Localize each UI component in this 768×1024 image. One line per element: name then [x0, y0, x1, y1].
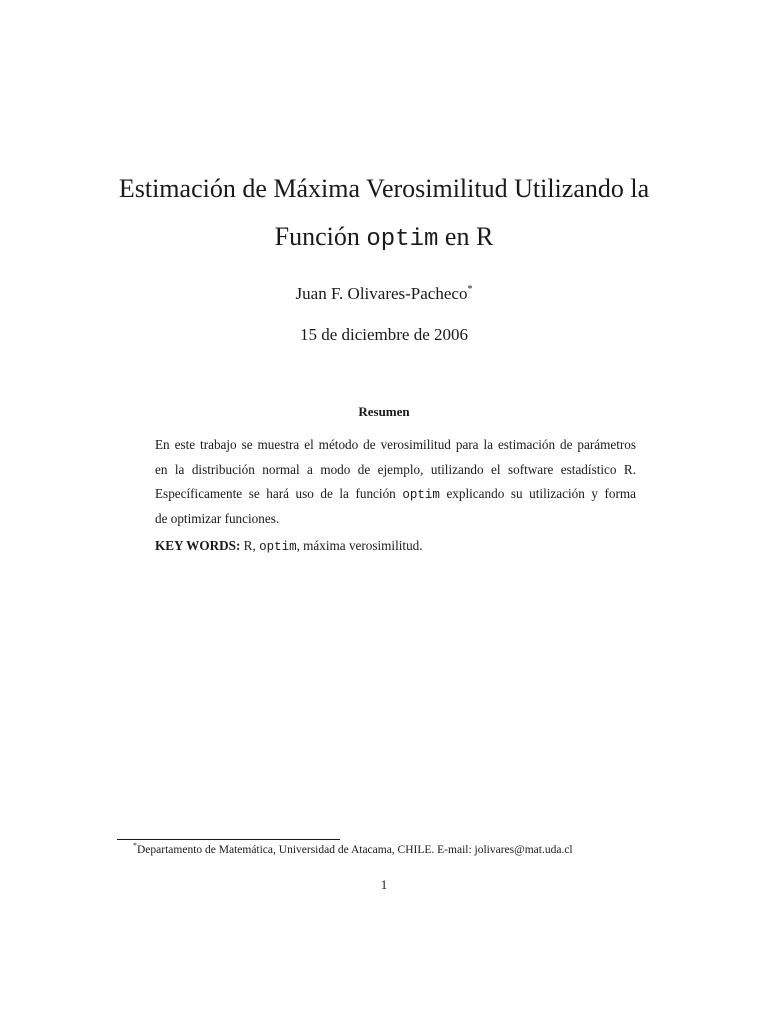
keyword-rest: , máxima verosimilitud.	[296, 538, 423, 553]
abstract-body	[155, 433, 636, 531]
abstract-heading: Resumen	[358, 404, 410, 419]
keywords-label: KEY WORDS:	[155, 538, 241, 553]
footnote	[133, 841, 573, 859]
author-name: Juan F. Olivares-Pacheco	[295, 284, 468, 303]
abstract-line-1: En este trabajo se muestra el método de verosimilitud para la estimación de parámetros	[155, 437, 636, 452]
abstract-line-3-suffix: explicando su utilización y forma	[446, 486, 637, 501]
author-footnote-mark: *	[467, 284, 473, 295]
footnote-rule	[117, 839, 340, 840]
page-number: 1	[380, 877, 388, 892]
abstract-line-3-prefix: Específicamente se hará uso de la función	[155, 486, 396, 501]
author	[0, 283, 768, 305]
abstract-line-4: de optimizar funciones.	[155, 510, 280, 526]
publication-date: 15 de diciembre de 2006	[299, 325, 469, 344]
abstract-code-optim: optim	[402, 488, 440, 502]
keyword-optim: optim	[259, 540, 297, 554]
abstract-line-2: en la distribución normal a modo de ejemplo, utilizando el software estadístico R.	[155, 461, 636, 477]
keywords	[155, 537, 423, 556]
footnote-text: Departamento de Matemática, Universidad de Atacama, CHILE. E-mail: jolivares@mat.uda.cl	[137, 844, 573, 856]
title-function-word: Función	[274, 222, 360, 251]
keyword-r: R,	[243, 538, 256, 553]
title-suffix: en R	[444, 222, 494, 251]
paper-title-line-1: Estimación de Máxima Verosimilitud Utilizando la	[118, 174, 650, 203]
title-code-optim: optim	[366, 226, 439, 253]
abstract-line-3	[155, 482, 636, 507]
paper-title-line-2	[0, 222, 768, 255]
footnote-mark: *	[133, 841, 137, 850]
